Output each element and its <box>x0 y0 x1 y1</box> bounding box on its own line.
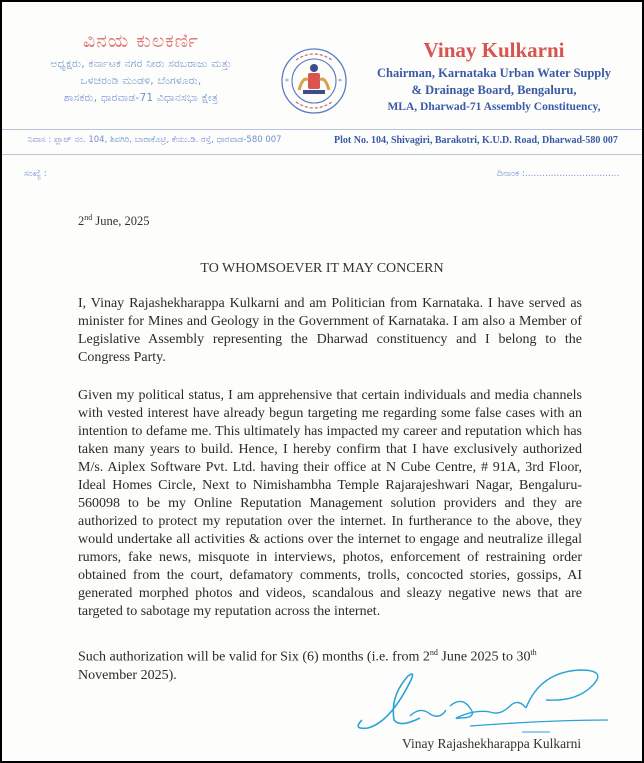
kannada-name: ವಿನಯ ಕುಲಕರ್ಣಿ <box>83 30 199 52</box>
kannada-address: ನಿವಾಸ : ಪ್ಲಾಟ್ ನಂ. 104, ಶಿವಗಿರಿ, ಬಾರಾಕೊಟ್ರಿ, ಕೆಯು.ಡಿ. ರಸ್ತೆ, ಧಾರವಾಡ-580 007 <box>28 135 282 145</box>
address-bar <box>2 129 642 155</box>
designation-line: Chairman, Karnataka Urban Water Supply <box>377 66 611 80</box>
english-address: Plot No. 104, Shivagiri, Barakotri, K.U.D. Road, Dharwad-580 007 <box>334 135 618 146</box>
date-rest: June, 2025 <box>92 214 150 229</box>
paragraph-introduction: I, Vinay Rajashekharappa Kulkarni and am Politician from Karnataka. I have served as minister for Mines and Geology in the Government of Karnataka. I am also a Member of Legislative Assembly representing the Dharwad constituency and I belong to the Congress Party. <box>78 296 582 365</box>
letter-subject: TO WHOMSOEVER IT MAY CONCERN <box>200 261 444 276</box>
designation-line: MLA, Dharwad-71 Assembly Constituency, <box>387 101 601 113</box>
paragraph-authorization: Given my political status, I am apprehensive that certain individuals and media channels with vested interest have already begun targeting me regarding some false cases with an intention to defame me. This ultimately has impacted my career and reputation which has taken many years to build. Hence, I hereby confirm that I have exclusively authorized M/s. Aiplex Software Pvt. Ltd. having their office at N Cube Centre, # 91A, 3rd Floor, Ideal Homes Circle, Next to Nimishambha Temple Rajarajeshwari Nagar, Bengaluru-560098 to be my Online Reputation Management solution providers and they are authorized to protect my reputation over the internet. In furtherance to the above, they would undertake all activities & actions over the internet to engage and neutralize illegal rumors, fake news, misquote in interviews, photos, enforcement of restraining order obtained from the court, defamatory comments, trolls, concocted stories, gossips, AI generated morphed photos and videos, scandalous and sleazy negative news that are targeted to sabotage my reputation across the internet. <box>78 388 582 619</box>
date-field-label: ದಿನಾಂಕ :................................. <box>497 169 620 179</box>
validity-sup: th <box>530 648 537 657</box>
kannada-designation-line: ಅಧ್ಯಕ್ಷರು, ಕರ್ನಾಟಕ ನಗರ ನೀರು ಸರಬರಾಜು ಮತ್ತು <box>50 58 232 70</box>
kannada-designation-line: ಒಳಚರಂಡಿ ಮಂಡಳಿ, ಬೆಂಗಳೂರು, <box>80 75 202 87</box>
date-day: 2 <box>78 214 85 229</box>
letter-date <box>78 213 150 229</box>
validity-text: June 2025 to 30 <box>437 649 531 665</box>
date-suffix: nd <box>84 213 93 222</box>
letterhead-english <box>342 38 642 116</box>
designation-line: & Drainage Board, Bengaluru, <box>411 83 577 97</box>
letterhead-kannada <box>2 30 280 107</box>
svg-text:*: * <box>338 77 342 86</box>
signature-icon <box>350 662 610 742</box>
validity-sup: nd <box>429 648 438 657</box>
kannada-designation-line: ಶಾಸಕರು, ಧಾರವಾಡ-71 ವಿಧಾನಸಭಾ ಕ್ಷೇತ್ರ <box>63 92 219 104</box>
reference-number-label: ಸಂಖ್ಯೆ : <box>24 169 47 179</box>
government-emblem-icon <box>279 46 349 116</box>
signatory-name: Vinay Rajashekharappa Kulkarni <box>402 736 582 751</box>
validity-text: November 2025). <box>78 667 177 683</box>
svg-text:*: * <box>285 77 289 86</box>
english-name: Vinay Kulkarni <box>423 38 565 62</box>
letter-page <box>2 2 642 761</box>
validity-text: Such authorization will be valid for Six (6) months (i.e. from 2 <box>78 649 430 665</box>
